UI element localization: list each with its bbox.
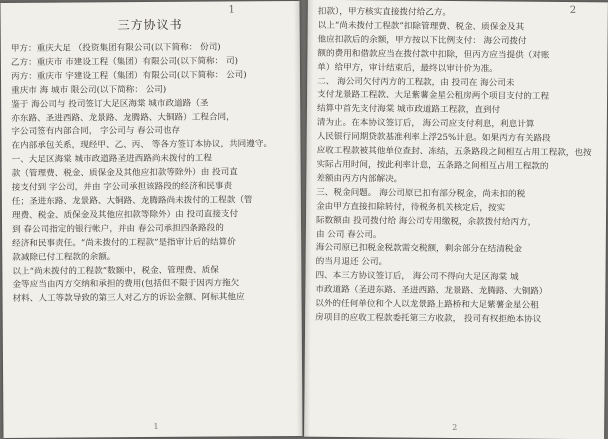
text-line: 实际占用时间，按此利率计息，五条路之间相互占用工程款的: [316, 159, 549, 172]
text-line: 人民银行同期贷款基准利率上浮25%计息。如果丙方有关路段: [316, 131, 551, 144]
text-line: 的当月退还 公司。: [315, 257, 388, 268]
text-line: 应收工程款被其他单位查封、冻结，五条路段之间相互占用工程款，也按: [316, 145, 592, 159]
text-line: 理费、税金、质保金及其他应扣款等除外）由 投司直接支付: [11, 209, 239, 221]
text-line: 甲方：重庆大足 （投资集团有限公司(以下简称： 份司): [10, 42, 221, 54]
text-line: 二、 海公司欠付丙方的工程款，由 投司在 海公司未: [317, 76, 515, 89]
text-line: 差额由丙方内部解决。: [316, 173, 403, 185]
text-line: 丙方：重庆市 宇建设工程（集团）有限公司(以下简称： 公司): [10, 70, 247, 82]
text-line: 市政道路（圣进东路、圣进西路、龙景路、龙腾路、大铜路）: [315, 284, 548, 297]
text-line: 接支付到 字公司，并由 字公司承担该路段的经济和民事责: [11, 181, 233, 194]
text-line: 经济和民事责任。“尚未拨付的工程款”是指审计后的结算价: [12, 237, 236, 249]
text-line: 由 公司 春公司。: [315, 229, 382, 240]
page-crease: [293, 1, 302, 436]
left-page: [0, 1, 302, 438]
text-line: 以上“尚未拨付的工程款”数额中，税金、管理费、质保: [12, 265, 219, 277]
text-line: 结算中首先支付海棠 城市政道路工程款，直到付: [316, 104, 501, 116]
document-title: 三方协议书: [117, 17, 183, 33]
page-number-bottom: 1: [153, 421, 159, 431]
right-page: [304, 0, 608, 439]
text-line: 款（管理费、税金、质保金及其他应扣款等除外）由 投司直: [11, 167, 238, 180]
text-line: 鉴于 海公司与 投司签订大足区海棠 城市政道路（圣: [11, 98, 209, 110]
page-number-bottom: 2: [452, 422, 458, 433]
text-line: 清为止。在本协议签订后， 海公司应支付利息，利息计算: [316, 118, 535, 130]
text-line: 款减除已付工程款的余额。: [12, 251, 116, 263]
text-line: 他应扣款后的余额，甲方按以下比例支付： 海公司拨付: [317, 34, 527, 47]
text-line: 房项目的应收工程款委托第三方收款， 投司有权拒绝本协议: [315, 312, 542, 325]
page-mark-top: 1: [228, 4, 235, 16]
text-line: 重庆市 海 城市 限公司(以下简称： 公司): [11, 84, 167, 96]
text-line: 在内部承包关系，现经甲、乙、丙、 等各方签订本协议，共同遵守。: [11, 139, 273, 152]
text-line: 以外的任何单位和个人以龙景路上路桥和大足紫薯金星公租: [315, 298, 539, 311]
text-line: 乙方：重庆市 市建设工程（集团）有限公司(以下简称： 司): [10, 56, 238, 68]
text-line: 金等应当由丙方交纳和承担的费用(包括但不限于因丙方拖欠: [12, 278, 240, 291]
text-line: 扣款），甲方核实直接拨付给乙方。: [317, 6, 452, 18]
right-page-body: [315, 6, 600, 328]
text-line: 海公司原已扣税金税款需交税额，剩余部分在结清税金: [315, 243, 523, 255]
text-line: 以上“尚未拨付工程款”扣除管理费、税金、质保金及其: [317, 20, 525, 33]
text-line: 材料、人工等款导致的第三人对乙方的诉讼金额、阿标其他应: [12, 292, 245, 305]
text-line: 支付龙景路工程款、大足紫薯金星公租房两个项目支付的工程: [317, 90, 550, 103]
text-line: 到 春公司指定的银行帐户，并由 春公司承担四条路段的: [12, 223, 224, 235]
page-mark-top: 2: [569, 4, 577, 17]
text-line: 三、税金问题。 海公司原已扣有部分税金，尚未扣的税: [316, 187, 526, 200]
text-line: 四、本三方协议签订后， 海公司不得向大足区海棠 城: [315, 270, 519, 283]
text-line: 单）给甲方，审计结束后，最终以审计价为准。: [317, 62, 498, 74]
text-line: 任；圣进东路、龙景路、大铜路、龙腾路尚未拨付的工程款（管: [11, 195, 253, 207]
text-line: 亦东路、圣进西路、龙景路、龙腾路、大铜路）工程合同，: [11, 111, 235, 124]
text-line: 额的费用和借款应当在拨付款中扣除，但丙方应当提供（对账: [317, 48, 550, 61]
left-page-body: [11, 41, 294, 307]
text-line: 字公司签有内部合同， 字公司与 春公司也存: [11, 126, 181, 138]
text-line: 际数额由 投司拨付给 海公司专用缴税，余款拨付给丙方，: [315, 215, 537, 228]
page-crease: [304, 0, 314, 437]
text-line: 金由甲方直接扣除转付，待税务机关核定后，按实: [316, 201, 506, 214]
text-line: 一、大足区海棠 城市政道路圣进西路尚未拨付的工程: [11, 153, 213, 166]
